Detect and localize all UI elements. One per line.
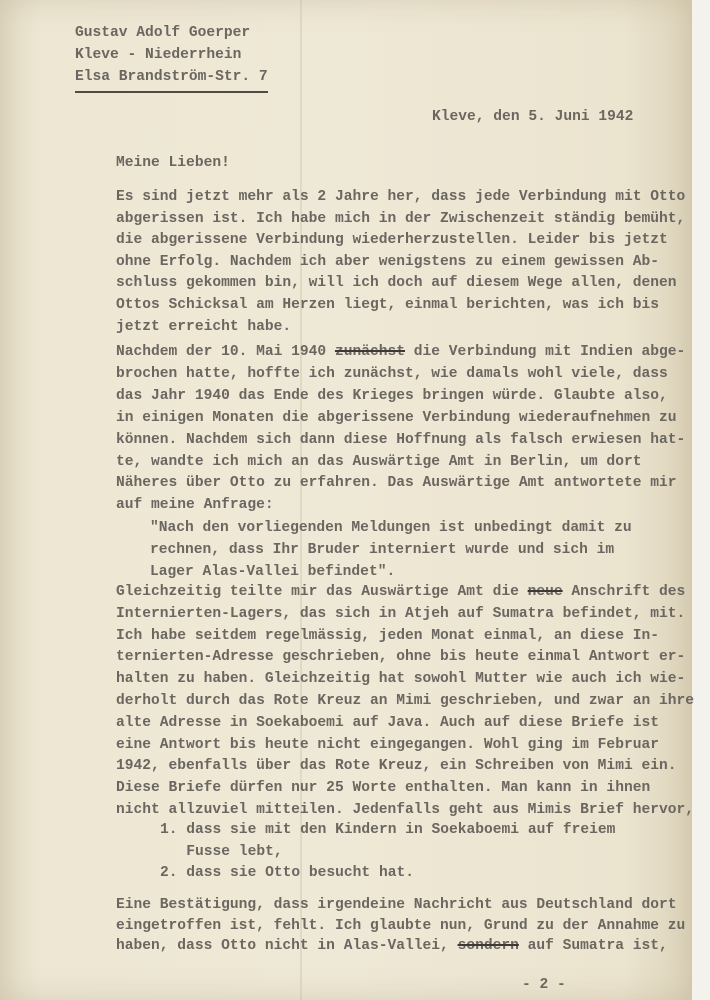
paragraph2-line: Näheres über Otto zu erfahren. Das Auswärtige Amt antwortete mir: [116, 475, 677, 492]
paragraph3-line: halten zu haben. Gleichzeitig hat sowohl Mutter wie auch ich wie-: [116, 671, 686, 688]
list-line: 2. dass sie Otto besucht hat.: [160, 865, 414, 881]
text-segment: Gleichzeitig teilte mir das Auswärtige Amt die: [116, 584, 528, 600]
paragraph4-line: Eine Bestätigung, dass irgendeine Nachricht aus Deutschland dort: [116, 897, 677, 913]
paragraph1-line: abgerissen ist. Ich habe mich in der Zwischenzeit ständig bemüht,: [116, 210, 686, 227]
paragraph4-line: eingetroffen ist, fehlt. Ich glaubte nun, Grund zu der Annahme zu: [116, 917, 686, 934]
list-line: 1. dass sie mit den Kindern in Soekaboemi auf freiem: [160, 822, 616, 838]
sender-line: Kleve - Niederrhein: [75, 47, 242, 63]
header-underline: [75, 91, 268, 93]
paragraph3-line: derholt durch das Rote Kreuz an Mimi geschrieben, und zwar an ihre: [116, 693, 695, 709]
paragraph3-line: alte Adresse in Soekaboemi auf Java. Auch auf diese Briefe ist: [116, 714, 659, 731]
paragraph2-line: können. Nachdem sich dann diese Hoffnung als falsch erwiesen hat-: [116, 431, 686, 448]
struck-word: sondern: [457, 938, 519, 954]
paragraph3-line: eine Antwort bis heute nicht eingegangen. Wohl ging im Februar: [116, 736, 659, 753]
page-marker-line: - 2 -: [522, 977, 566, 993]
paragraph1-line: Es sind jetzt mehr als 2 Jahre her, dass jede Verbindung mit Otto: [116, 189, 686, 205]
paragraph3-line: Ich habe seitdem regelmässig, jeden Monat einmal, an diese In-: [116, 627, 659, 644]
quote-line: Lager Alas-Vallei befindet".: [150, 564, 396, 580]
paragraph3-line: 1942, ebenfalls über das Rote Kreuz, ein Schreiben von Mimi ein.: [116, 758, 677, 775]
paragraph2-line: das Jahr 1940 das Ende des Krieges bringen würde. Glaubte also,: [116, 387, 668, 404]
salutation-line: Meine Lieben!: [116, 155, 230, 171]
paragraph3-line: [116, 583, 685, 601]
paragraph2-line: in einigen Monaten die abgerissene Verbindung wiederaufnehmen zu: [116, 409, 677, 426]
text-segment: Nachdem der 10. Mai 1940: [116, 344, 335, 360]
paragraph2-line: brochen hatte, hoffte ich zunächst, wie damals wohl viele, dass: [116, 365, 668, 382]
paragraph3-line: nicht allzuviel mitteilen. Jedenfalls geht aus Mimis Brief hervor,: [116, 802, 695, 818]
paragraph2-line: auf meine Anfrage:: [116, 497, 274, 514]
paragraph2-line: te, wandte ich mich an das Auswärtige Amt in Berlin, um dort: [116, 453, 642, 470]
sender-line: Gustav Adolf Goerper: [75, 25, 251, 41]
paragraph3-line: Diese Briefe dürfen nur 25 Worte enthalten. Man kann in ihnen: [116, 780, 651, 797]
text-segment: haben, dass Otto nicht in Alas-Vallei,: [116, 938, 458, 954]
quote-line: "Nach den vorliegenden Meldungen ist unbedingt damit zu: [150, 520, 632, 536]
struck-word: zunächst: [334, 344, 406, 360]
paragraph3-line: Internierten-Lagers, das sich in Atjeh auf Sumatra befindet, mit.: [116, 605, 686, 622]
list-line: Fusse lebt,: [160, 843, 283, 860]
paragraph2-line: [116, 343, 685, 361]
paragraph3-line: ternierten-Adresse geschrieben, ohne bis heute einmal Antwort er-: [116, 649, 686, 666]
struck-word: neue: [527, 584, 563, 600]
paragraph1-line: die abgerissene Verbindung wiederherzustellen. Leider bis jetzt: [116, 232, 668, 249]
paragraph1-line: schluss gekommen bin, will ich doch auf diesem Wege allen, denen: [116, 275, 677, 292]
text-segment: die Verbindung mit Indien abge-: [405, 344, 686, 360]
date-line: Kleve, den 5. Juni 1942: [432, 109, 634, 125]
text-segment: auf Sumatra ist,: [518, 938, 668, 954]
text-segment: Anschrift des: [562, 584, 686, 600]
paragraph1-line: ohne Erfolg. Nachdem ich aber wenigstens zu einem gewissen Ab-: [116, 253, 659, 270]
quote-line: rechnen, dass Ihr Bruder interniert wurde und sich im: [150, 542, 615, 558]
paragraph1-line: jetzt erreicht habe.: [116, 318, 292, 335]
paragraph1-line: Ottos Schicksal am Herzen liegt, einmal berichten, was ich bis: [116, 297, 659, 313]
paragraph4-line: [116, 937, 668, 955]
sender-line: Elsa Brandström-Str. 7: [75, 69, 268, 85]
